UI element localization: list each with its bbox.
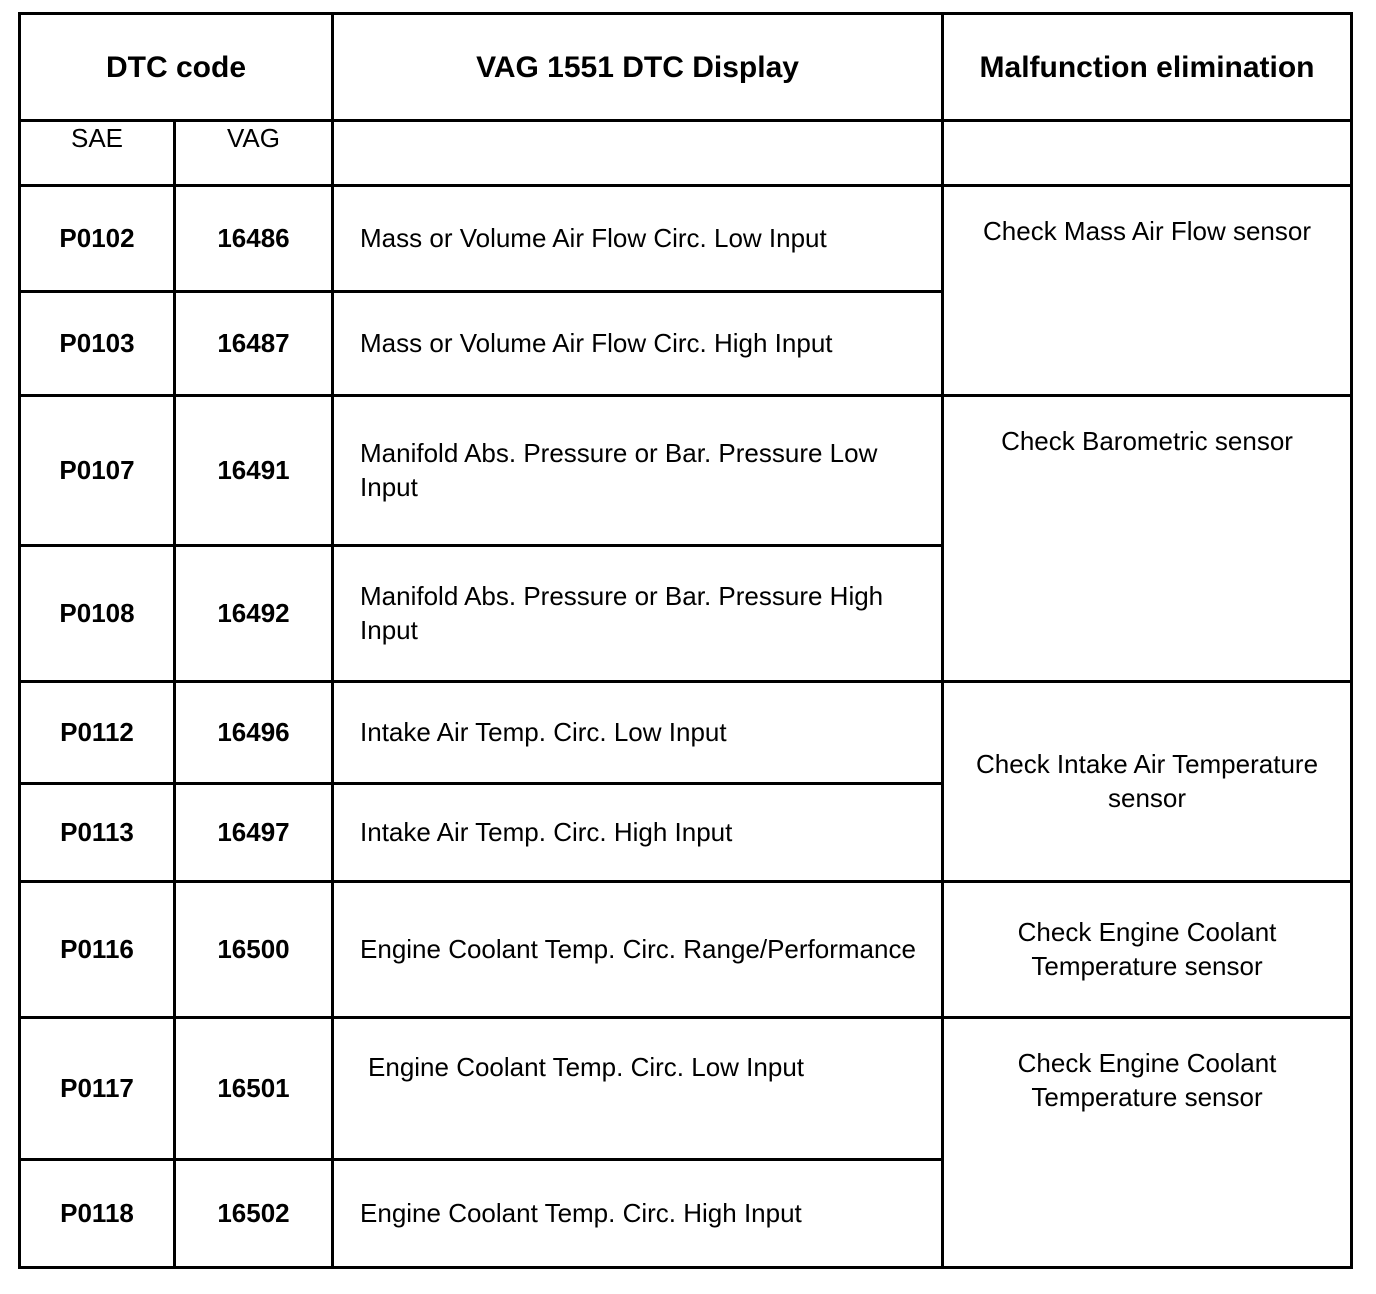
- vag-code: 16500: [175, 882, 333, 1018]
- subheader-vag: VAG: [175, 121, 333, 186]
- sae-code: P0103: [20, 292, 175, 396]
- sae-code: P0116: [20, 882, 175, 1018]
- subheader-empty: [333, 121, 943, 186]
- table-row: [20, 1018, 1352, 1160]
- table-row: [20, 186, 1352, 292]
- dtc-table: [18, 12, 1353, 1269]
- table-row: [20, 882, 1352, 1018]
- sae-code: P0102: [20, 186, 175, 292]
- elimination-cell: Check Intake Air Temperature sensor: [943, 682, 1352, 882]
- sae-code: P0113: [20, 784, 175, 882]
- sae-code: P0108: [20, 546, 175, 682]
- dtc-display: Mass or Volume Air Flow Circ. High Input: [333, 292, 943, 396]
- vag-code: 16492: [175, 546, 333, 682]
- header-display: VAG 1551 DTC Display: [333, 14, 943, 121]
- vag-code: 16497: [175, 784, 333, 882]
- vag-code: 16496: [175, 682, 333, 784]
- header-elimination: Malfunction elimination: [943, 14, 1352, 121]
- vag-code: 16501: [175, 1018, 333, 1160]
- sae-code: P0112: [20, 682, 175, 784]
- elimination-cell: Check Barometric sensor: [943, 396, 1352, 682]
- header-row: [20, 14, 1352, 121]
- subheader-sae: SAE: [20, 121, 175, 186]
- dtc-display: Engine Coolant Temp. Circ. Range/Performance: [333, 882, 943, 1018]
- subheader-row: [20, 121, 1352, 186]
- subheader-empty: [943, 121, 1352, 186]
- dtc-display: Intake Air Temp. Circ. Low Input: [333, 682, 943, 784]
- dtc-display: Manifold Abs. Pressure or Bar. Pressure High Input: [333, 546, 943, 682]
- dtc-display: Intake Air Temp. Circ. High Input: [333, 784, 943, 882]
- vag-code: 16502: [175, 1160, 333, 1268]
- header-dtc-code: DTC code: [20, 14, 333, 121]
- dtc-display: Engine Coolant Temp. Circ. High Input: [333, 1160, 943, 1268]
- table-row: [20, 682, 1352, 784]
- vag-code: 16491: [175, 396, 333, 546]
- elimination-cell: Check Mass Air Flow sensor: [943, 186, 1352, 396]
- elimination-cell: Check Engine Coolant Temperature sensor: [943, 1018, 1352, 1268]
- vag-code: 16487: [175, 292, 333, 396]
- sae-code: P0107: [20, 396, 175, 546]
- table-row: [20, 396, 1352, 546]
- dtc-display: Manifold Abs. Pressure or Bar. Pressure Low Input: [333, 396, 943, 546]
- elimination-cell: Check Engine Coolant Temperature sensor: [943, 882, 1352, 1018]
- dtc-display: Mass or Volume Air Flow Circ. Low Input: [333, 186, 943, 292]
- dtc-display: Engine Coolant Temp. Circ. Low Input: [333, 1018, 943, 1160]
- sae-code: P0117: [20, 1018, 175, 1160]
- vag-code: 16486: [175, 186, 333, 292]
- sae-code: P0118: [20, 1160, 175, 1268]
